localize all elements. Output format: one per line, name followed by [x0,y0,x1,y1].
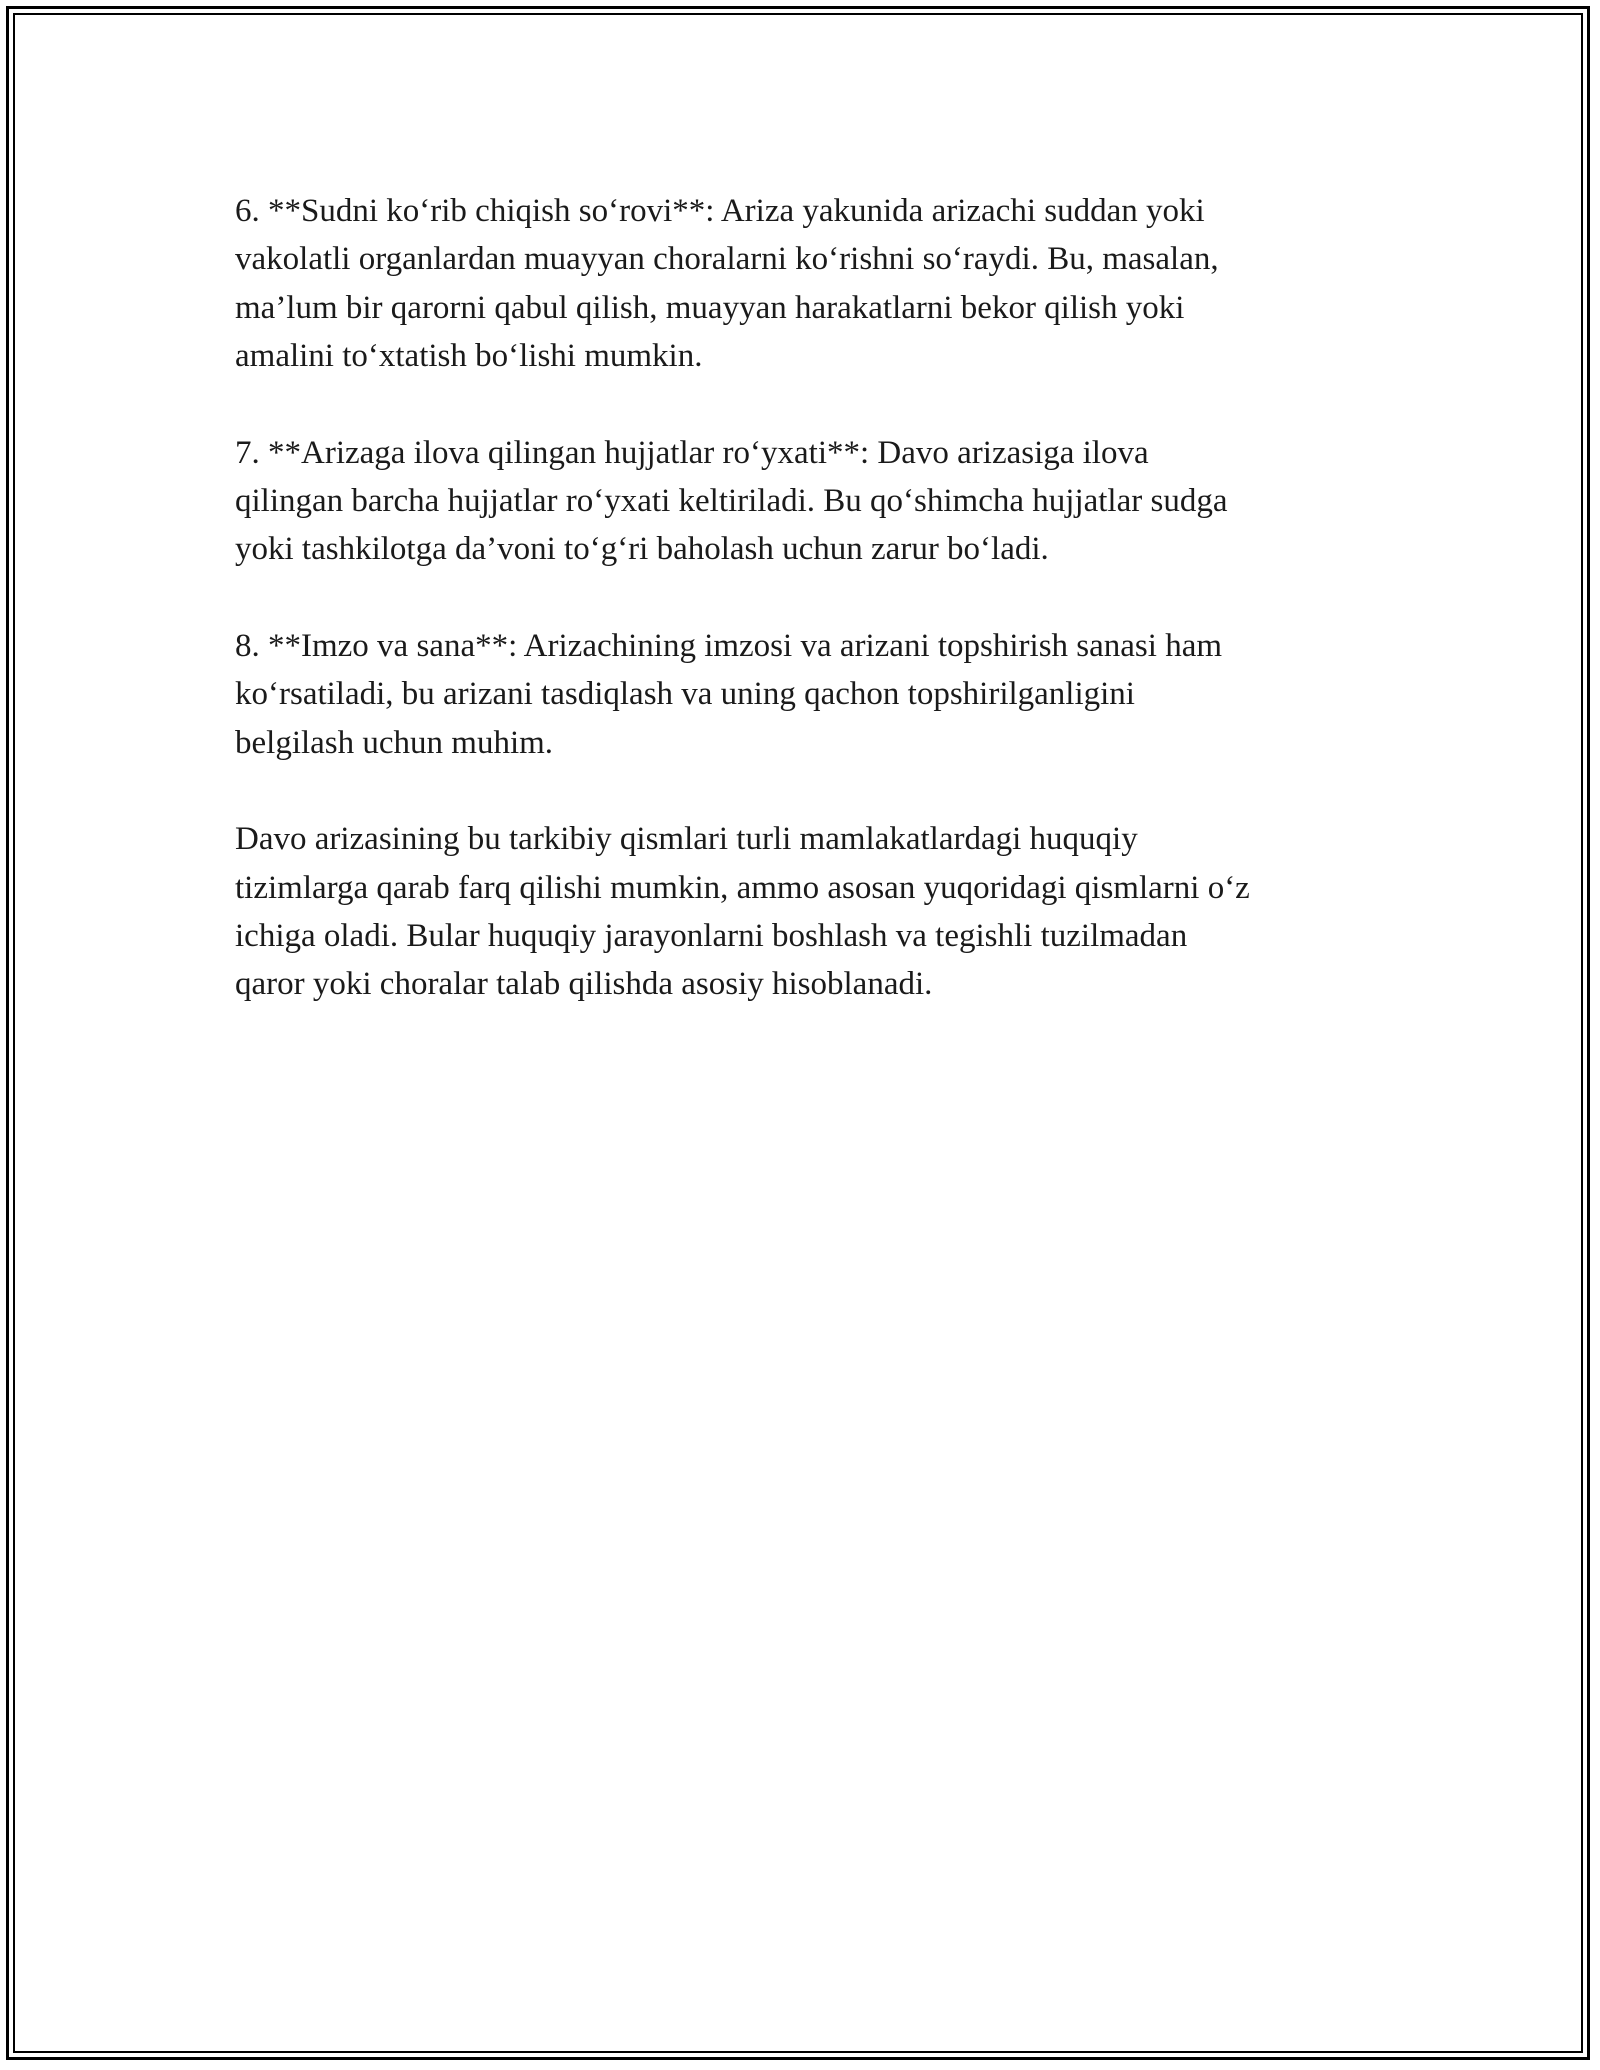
text-line: qilingan barcha hujjatlar ro‘yxati keltiriladi. Bu qo‘shimcha hujjatlar sudga [235,482,1228,519]
text-line: ichiga oladi. Bular huquqiy jarayonlarni boshlash va tegishli tuzilmadan [235,918,1188,955]
text-line: ma’lum bir qarorni qabul qilish, muayyan harakatlarni bekor qilish yoki [235,289,1185,326]
text-line: 8. **Imzo va sana**: Arizachining imzosi va arizani topshirish sanasi ham [235,628,1223,665]
text-line: Davo arizasining bu tarkibiy qismlari turli mamlakatlardagi huquqiy [235,821,1138,858]
paragraph-conclusion [235,815,1375,1008]
text-line: 6. **Sudni ko‘rib chiqish so‘rovi**: Ariza yakunida arizachi suddan yoki [235,193,1205,229]
text-line: belgilash uchun muhim. [235,724,554,761]
document-body [235,187,1375,1057]
text-line: vakolatli organlardan muayyan choralarni ko‘rishni so‘raydi. Bu, masalan, [235,241,1219,278]
paragraph-item-8 [235,622,1375,767]
paragraph-item-6 [235,187,1375,380]
text-line: tizimlarga qarab farq qilishi mumkin, ammo asosan yuqoridagi qismlarni o‘z [235,869,1250,906]
text-line: 7. **Arizaga ilova qilingan hujjatlar ro‘yxati**: Davo arizasiga ilova [235,434,1149,471]
paragraph-item-7 [235,429,1375,574]
text-line: amalini to‘xtatish bo‘lishi mumkin. [235,337,703,374]
text-line: qaror yoki choralar talab qilishda asosiy hisoblanadi. [235,966,933,1003]
text-line: yoki tashkilotga da’voni to‘g‘ri baholash uchun zarur bo‘ladi. [235,531,1049,568]
text-line: ko‘rsatiladi, bu arizani tasdiqlash va uning qachon topshirilganligini [235,676,1135,713]
